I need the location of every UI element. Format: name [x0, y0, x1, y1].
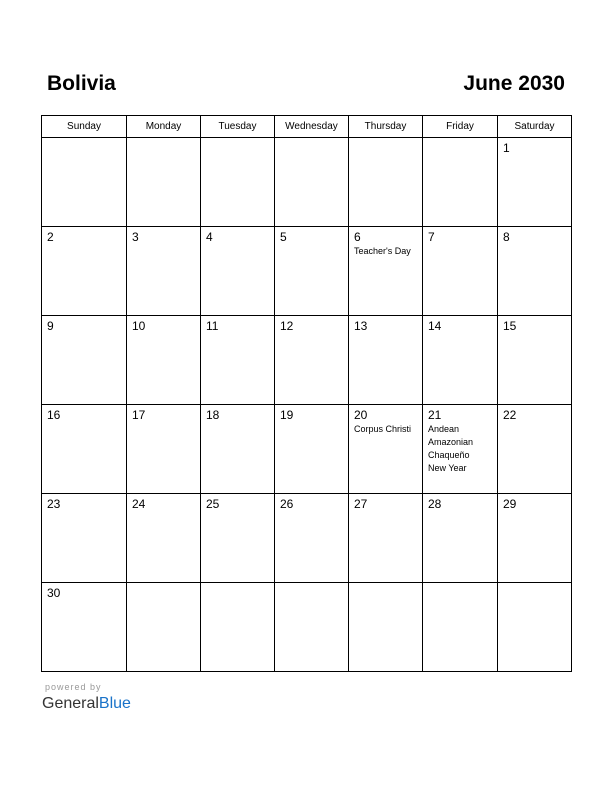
week-row: [42, 583, 572, 672]
weekday-header: Thursday: [349, 116, 423, 138]
holiday-label: Teacher's Day: [354, 246, 411, 256]
day-cell: [201, 138, 275, 227]
day-number: 16: [47, 408, 61, 422]
day-number: 17: [132, 408, 146, 422]
day-number: 29: [503, 497, 517, 511]
day-cell: [423, 227, 498, 316]
holiday-label: New Year: [428, 463, 467, 473]
day-number: 2: [47, 230, 54, 244]
day-cell: [498, 138, 572, 227]
day-cell: [275, 494, 349, 583]
day-cell: [349, 138, 423, 227]
day-number: 12: [280, 319, 294, 333]
holiday-label: Corpus Christi: [354, 424, 412, 434]
day-cell: [42, 316, 127, 405]
day-cell: [127, 227, 201, 316]
day-number: 11: [206, 319, 219, 333]
weekday-header: Friday: [423, 116, 498, 138]
weekday-header: Saturday: [498, 116, 572, 138]
day-cell: [275, 138, 349, 227]
day-number: 1: [503, 141, 510, 155]
brand-blue: Blue: [98, 695, 131, 712]
day-number: 26: [280, 497, 294, 511]
brand-general: General: [42, 695, 99, 712]
day-cell: [423, 138, 498, 227]
day-cell: [349, 227, 423, 316]
day-number: 23: [47, 497, 61, 511]
holiday-label: Amazonian: [428, 437, 474, 447]
calendar-grid: [41, 115, 572, 672]
day-cell: [498, 583, 572, 672]
week-row: [42, 138, 572, 227]
week-row: [42, 494, 572, 583]
day-cell: [349, 316, 423, 405]
day-number: 3: [132, 230, 139, 244]
day-number: 30: [47, 586, 61, 600]
day-cell: [42, 583, 127, 672]
day-cell: [349, 494, 423, 583]
weekday-header: Monday: [127, 116, 201, 138]
generalblue-logo[interactable]: [42, 694, 131, 714]
day-number: 27: [354, 497, 368, 511]
day-number: 21: [428, 408, 442, 422]
weekday-header: Wednesday: [275, 116, 349, 138]
day-cell: [275, 316, 349, 405]
day-cell: [127, 316, 201, 405]
day-cell: [498, 227, 572, 316]
month-year-title: June 2030: [463, 72, 565, 95]
day-cell: [275, 583, 349, 672]
day-cell: [275, 405, 349, 494]
week-row: [42, 405, 572, 494]
day-number: 9: [47, 319, 54, 333]
holiday-label: Chaqueño: [428, 450, 470, 460]
day-cell: [423, 405, 498, 494]
day-number: 10: [132, 319, 146, 333]
weekday-header: Tuesday: [201, 116, 275, 138]
weekday-header-row: [42, 116, 572, 138]
week-row: [42, 227, 572, 316]
day-cell: [349, 583, 423, 672]
day-cell: [127, 405, 201, 494]
day-number: 22: [503, 408, 517, 422]
holiday-label: Andean: [428, 424, 460, 434]
powered-by-label: powered by: [45, 682, 102, 692]
day-number: 6: [354, 230, 361, 244]
day-cell: [498, 494, 572, 583]
day-number: 5: [280, 230, 287, 244]
day-cell: [42, 227, 127, 316]
day-cell: [423, 583, 498, 672]
day-cell: [201, 316, 275, 405]
day-number: 14: [428, 319, 442, 333]
day-cell: [498, 316, 572, 405]
day-cell: [201, 227, 275, 316]
day-number: 28: [428, 497, 442, 511]
day-number: 8: [503, 230, 510, 244]
day-number: 24: [132, 497, 146, 511]
day-number: 7: [428, 230, 435, 244]
day-cell: [349, 405, 423, 494]
day-cell: [127, 138, 201, 227]
day-cell: [127, 494, 201, 583]
day-number: 15: [503, 319, 517, 333]
day-cell: [498, 405, 572, 494]
day-cell: [42, 138, 127, 227]
day-number: 20: [354, 408, 368, 422]
day-cell: [201, 405, 275, 494]
day-cell: [127, 583, 201, 672]
country-title: Bolivia: [47, 72, 116, 95]
day-number: 18: [206, 408, 220, 422]
day-number: 13: [354, 319, 368, 333]
day-number: 25: [206, 497, 220, 511]
day-cell: [201, 583, 275, 672]
weekday-header: Sunday: [42, 116, 127, 138]
day-number: 4: [206, 230, 213, 244]
day-cell: [42, 405, 127, 494]
week-row: [42, 316, 572, 405]
day-cell: [275, 227, 349, 316]
day-cell: [423, 316, 498, 405]
day-number: 19: [280, 408, 294, 422]
day-cell: [201, 494, 275, 583]
day-cell: [42, 494, 127, 583]
day-cell: [423, 494, 498, 583]
